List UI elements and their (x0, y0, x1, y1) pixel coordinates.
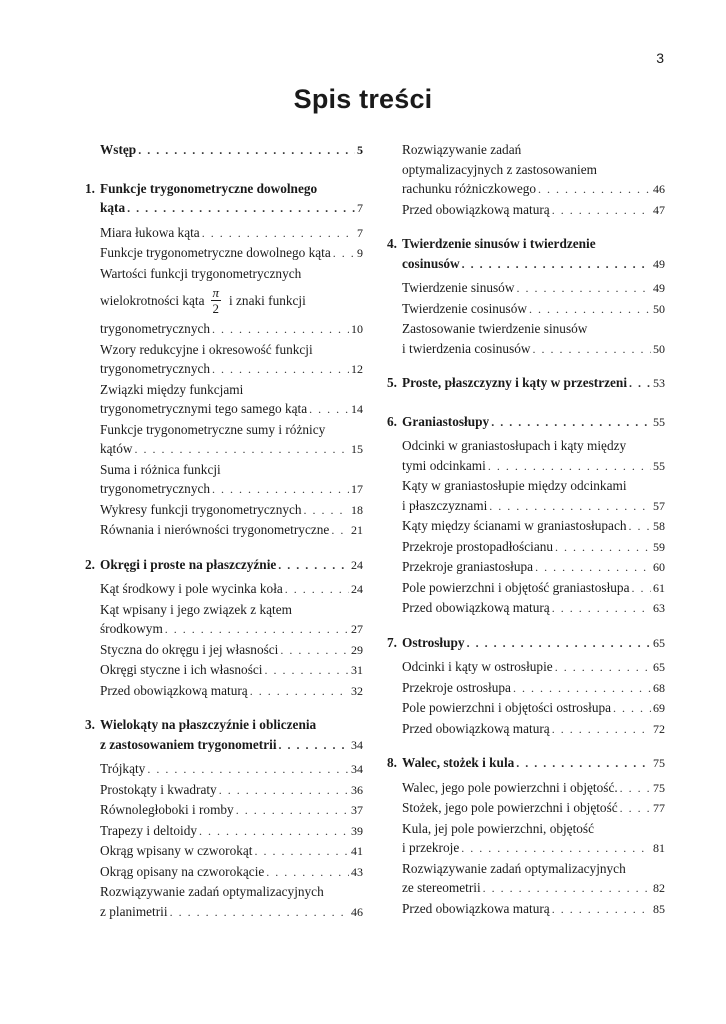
toc-page-number: 50 (653, 341, 665, 356)
chapter-title-line (387, 373, 665, 393)
leader-dots (212, 480, 349, 500)
toc-section[interactable] (85, 600, 363, 639)
leader-dots (212, 360, 349, 380)
leader-dots (236, 801, 349, 821)
section-title: Przed obowiązkową maturą (402, 201, 550, 217)
toc-page-number: 18 (351, 502, 363, 517)
toc-section[interactable] (387, 557, 665, 577)
section-title: trygonometrycznych (100, 321, 211, 336)
pi-over-2-fraction (211, 286, 222, 316)
leader-dots (516, 279, 651, 299)
leader-dots (552, 900, 651, 920)
section-title: Kąty w graniastosłupie między odcinkami (402, 478, 627, 493)
toc-page-number: 7 (357, 201, 363, 215)
toc-section[interactable] (387, 578, 665, 598)
chapter-title: Walec, stożek i kula (402, 755, 515, 770)
leader-dots (529, 300, 651, 320)
toc-chapter-2[interactable] (85, 555, 363, 575)
leader-dots (555, 658, 651, 678)
leader-dots (462, 255, 651, 275)
toc-section[interactable] (387, 476, 665, 515)
toc-page-number: 63 (653, 601, 665, 615)
leader-dots (555, 538, 651, 558)
toc-page-number: 29 (351, 642, 363, 657)
leader-dots (613, 699, 651, 719)
toc-page-number: 36 (351, 782, 363, 797)
leader-dots (629, 517, 651, 537)
toc-section[interactable] (85, 579, 363, 599)
chapter-title-line (387, 633, 665, 653)
toc-section[interactable] (85, 520, 363, 540)
chapter-title: z zastosowaniem trygonometrii (100, 736, 277, 752)
toc-section[interactable] (387, 516, 665, 536)
toc-page-number: 15 (351, 442, 363, 456)
section-title: Pole powierzchni i objętości ostrosłupa (402, 700, 612, 715)
section-title: Zastosowanie twierdzenie sinusów (402, 321, 588, 336)
toc-section[interactable] (85, 420, 363, 459)
page-title: Spis treści (293, 84, 433, 114)
section-title: Twierdzenie sinusów (402, 280, 515, 295)
toc-page-number: 77 (653, 801, 665, 815)
leader-dots (285, 580, 349, 600)
chapter-title: Wielokąty na płaszczyźnie i obliczenia (100, 717, 317, 732)
leader-dots (309, 400, 349, 420)
leader-dots (250, 682, 349, 702)
section-title: Kąt środkowy i pole wycinka koła (100, 581, 283, 596)
toc-section[interactable] (85, 780, 363, 800)
toc-page-number: 9 (357, 246, 363, 260)
section-title: Trójkąty (100, 761, 146, 776)
section-title: trygonometrycznych (100, 361, 211, 376)
toc-page-number: 58 (653, 519, 665, 533)
toc-page-number: 65 (653, 660, 665, 674)
toc-page-number: 7 (357, 225, 363, 240)
section-title: Przed obowiązkową maturą (402, 600, 550, 615)
toc-page-number: 34 (351, 737, 363, 752)
toc-page-number: 82 (653, 881, 665, 895)
leader-dots (513, 679, 651, 699)
section-title: Przed obowiązkową maturą (100, 682, 248, 698)
section-title: Równania i nierówności trygonometryczne (100, 522, 330, 537)
toc-page-number: 32 (351, 683, 363, 698)
section-title: Funkcje trygonometryczne sumy i różnicy (100, 421, 326, 437)
section-title: Kąty między ścianami w graniastosłupach (402, 518, 627, 533)
leader-dots (278, 556, 349, 576)
section-title: Przed obowiązkową maturą (402, 720, 550, 736)
toc-page-number: 53 (653, 376, 665, 390)
toc-section[interactable] (387, 859, 665, 898)
chapter-title: cosinusów (402, 255, 460, 271)
page-number: 3 (656, 50, 664, 66)
chapter-title: kąta (100, 200, 126, 215)
chapter-number: 1. (85, 180, 95, 196)
section-title: Przed obowiązkowa maturą (402, 900, 550, 916)
section-title: i znaki funkcji (229, 293, 306, 308)
section-title: i przekroje (402, 840, 460, 855)
toc-page-number: 34 (351, 762, 363, 776)
toc-section[interactable] (85, 243, 363, 263)
section-title: tymi odcinkami (402, 457, 486, 473)
leader-dots (552, 599, 651, 619)
toc-section[interactable] (387, 436, 665, 475)
toc-page-number: 24 (351, 582, 363, 596)
toc-section[interactable] (85, 882, 363, 921)
leader-dots (199, 822, 349, 842)
toc-page-number: 43 (351, 864, 363, 879)
chapter-number: 2. (85, 556, 95, 572)
section-title: Kula, jej pole powierzchni, objętość (402, 820, 595, 836)
toc-section[interactable] (387, 719, 665, 739)
section-title: Związki między funkcjami (100, 381, 244, 397)
toc-page-number: 12 (351, 362, 363, 376)
chapter-number: 8. (387, 755, 397, 770)
chapter-number: 6. (387, 413, 397, 429)
toc-section[interactable] (387, 778, 665, 798)
section-title: Stożek, jego pole powierzchni i objętość (402, 800, 618, 815)
section-title: Przekroje ostrosłupa (402, 679, 511, 695)
section-title: Wartości funkcji trygonometrycznych (100, 265, 302, 281)
toc-page-number: 10 (351, 322, 363, 336)
leader-dots (202, 224, 355, 244)
section-title: wielokrotności kąta (100, 293, 205, 308)
leader-dots (170, 903, 349, 923)
leader-dots (489, 497, 651, 517)
toc-section[interactable] (387, 657, 665, 677)
leader-dots (629, 374, 651, 394)
leader-dots (516, 754, 651, 774)
toc-page-number: 46 (653, 182, 665, 196)
section-title: środkowym (100, 621, 163, 636)
toc-section[interactable] (85, 340, 363, 379)
leader-dots (127, 199, 355, 219)
toc-section[interactable] (85, 264, 363, 339)
leader-dots (264, 661, 349, 681)
toc-page-number: 41 (351, 844, 363, 858)
toc-page-number: 17 (351, 482, 363, 496)
toc-chapter-4[interactable] (387, 234, 665, 273)
section-title: trygonometrycznych (100, 481, 211, 496)
toc-column-left (85, 140, 363, 922)
section-title: z planimetrii (100, 903, 168, 919)
toc-page-number: 39 (351, 823, 363, 838)
section-title: ze stereometrii (402, 880, 481, 895)
section-title: Przekroje prostopadłościanu (402, 538, 554, 554)
toc-page-number: 60 (653, 560, 665, 574)
section-title: optymalizacyjnych z zastosowaniem (402, 161, 597, 177)
leader-dots (483, 879, 651, 899)
toc-section[interactable] (387, 678, 665, 698)
toc-page-number: 49 (653, 281, 665, 295)
toc-page-number: 57 (653, 498, 665, 513)
section-title: i twierdzenia cosinusów (402, 340, 531, 356)
leader-dots (266, 863, 349, 883)
toc-section[interactable] (387, 698, 665, 718)
toc-page-number: 85 (653, 901, 665, 916)
chapter-title-line (387, 753, 665, 773)
section-title: Trapezy i deltoidy (100, 822, 198, 838)
toc-section[interactable] (85, 800, 363, 820)
section-title: Styczna do okręgu i jej własności (100, 641, 279, 657)
section-title: Rozwiązywanie zadań (402, 142, 522, 157)
chapter-title-line (85, 555, 363, 575)
chapter-title: Okręgi i proste na płaszczyźnie (100, 556, 277, 572)
toc-section[interactable] (85, 841, 363, 861)
toc-section[interactable] (387, 200, 665, 220)
section-title: rachunku różniczkowego (402, 181, 537, 196)
chapter-title: Proste, płaszczyzny i kąty w przestrzeni (402, 375, 628, 390)
toc-section[interactable] (387, 278, 665, 298)
toc-section[interactable] (387, 798, 665, 818)
leader-dots (135, 440, 350, 460)
chapter-number: 5. (387, 375, 397, 390)
toc-page-number: 47 (653, 202, 665, 217)
toc-entry (85, 140, 363, 160)
toc-section[interactable] (85, 380, 363, 419)
toc-page-number: 49 (653, 256, 665, 271)
chapter-title-line (387, 234, 665, 254)
toc-page-number: 59 (653, 539, 665, 554)
leader-dots (212, 320, 349, 340)
chapter-title: Funkcje trygonometryczne dowolnego (100, 180, 318, 196)
toc-chapter-6[interactable] (387, 412, 665, 432)
toc-section[interactable] (85, 460, 363, 499)
toc-section[interactable] (85, 862, 363, 882)
toc-page-number: 72 (653, 721, 665, 736)
toc-section[interactable] (85, 681, 363, 701)
toc-page-number: 68 (653, 680, 665, 695)
toc-section[interactable] (85, 223, 363, 243)
fraction-denominator: 2 (212, 301, 219, 316)
chapter-title: Twierdzenie sinusów i twierdzenie (402, 236, 596, 251)
chapter-title-line (85, 715, 363, 735)
toc-page-number: 81 (653, 841, 665, 855)
leader-dots (488, 457, 651, 477)
section-title: i płaszczyznami (402, 497, 488, 513)
toc-page-number: 21 (351, 523, 363, 537)
chapter-title-line (387, 412, 665, 432)
toc-section[interactable] (387, 598, 665, 618)
toc-page-number: 75 (653, 756, 665, 770)
toc-page-number: 46 (351, 904, 363, 919)
leader-dots (552, 201, 651, 221)
leader-dots (631, 579, 651, 599)
toc-page-number: 37 (351, 803, 363, 817)
leader-dots (538, 180, 651, 200)
leader-dots (535, 558, 651, 578)
section-title: Odcinki w graniastosłupach i kąty między (402, 438, 627, 453)
toc-page-number: 27 (351, 622, 363, 636)
section-title: Suma i różnica funkcji (100, 461, 221, 477)
toc-page-number: 55 (653, 414, 665, 429)
section-title: trygonometrycznymi tego samego kąta (100, 401, 308, 416)
section-title: Okręgi styczne i ich własności (100, 662, 263, 677)
leader-dots (147, 760, 349, 780)
section-title: Pole powierzchni i objętość graniastosłupa (402, 579, 630, 595)
section-title: Wzory redukcyjne i okresowość funkcji (100, 341, 313, 357)
leader-dots (280, 641, 349, 661)
chapter-number: 7. (387, 634, 397, 650)
toc-section[interactable] (85, 759, 363, 779)
toc-section[interactable] (387, 899, 665, 919)
section-title: Okrąg opisany na czworokącie (100, 863, 265, 879)
section-title: Rozwiązywanie zadań optymalizacyjnych (100, 884, 324, 899)
section-title: Równoległoboki i romby (100, 802, 234, 817)
leader-dots (255, 842, 350, 862)
section-title: Rozwiązywanie zadań optymalizacyjnych (402, 860, 626, 876)
section-title: Prostokąty i kwadraty (100, 781, 217, 797)
toc-section[interactable] (85, 640, 363, 660)
section-title: Przekroje graniastosłupa (402, 559, 534, 574)
chapter-title-line (387, 254, 665, 274)
chapter-title-line (85, 735, 363, 755)
leader-dots (533, 340, 651, 360)
toc-page-number: 61 (653, 580, 665, 595)
leader-dots (620, 779, 651, 799)
chapter-number: 3. (85, 717, 95, 732)
toc-entry-title: Wstęp (100, 142, 137, 157)
leader-dots (467, 634, 651, 654)
section-title: Twierdzenie cosinusów (402, 300, 527, 316)
leader-dots (620, 799, 651, 819)
toc-page-number: 14 (351, 402, 363, 416)
toc-page-number: 65 (653, 635, 665, 650)
leader-dots (461, 839, 651, 859)
toc-page-number: 55 (653, 458, 665, 473)
leader-dots (138, 141, 355, 161)
section-title: Funkcje trygonometryczne dowolnego kąta (100, 245, 331, 260)
toc-section[interactable] (387, 299, 665, 319)
toc-page-number: 75 (653, 780, 665, 795)
toc-section[interactable] (85, 660, 363, 680)
toc-section[interactable] (387, 319, 665, 358)
section-title: Kąt wpisany i jego związek z kątem (100, 601, 292, 617)
leader-dots (219, 781, 349, 801)
section-title-line (85, 283, 363, 319)
section-title: Wykresy funkcji trygonometrycznych (100, 501, 302, 517)
chapter-title: Graniastosłupy (402, 413, 490, 429)
section-title: Odcinki i kąty w ostrosłupie (402, 659, 553, 674)
chapter-title-line (85, 179, 363, 199)
toc-intro[interactable] (85, 140, 363, 160)
toc-chapter-7[interactable] (387, 633, 665, 653)
toc-page-number: 5 (357, 143, 363, 157)
toc-chapter-1[interactable] (85, 179, 363, 218)
section-title: kątów (100, 441, 133, 456)
toc-section[interactable] (387, 537, 665, 557)
toc-page-number: 24 (351, 557, 363, 572)
leader-dots (552, 720, 651, 740)
chapter-title: Ostrosłupy (402, 634, 465, 650)
leader-dots (165, 620, 349, 640)
leader-dots (279, 736, 349, 756)
section-title: Walec, jego pole powierzchni i objętość. (402, 779, 618, 795)
toc-chapter-8[interactable] (387, 753, 665, 773)
toc-section[interactable] (85, 821, 363, 841)
toc-page-number: 50 (653, 301, 665, 316)
toc-section[interactable] (387, 140, 665, 199)
toc-page-number: 69 (653, 701, 665, 715)
section-title: Miara łukowa kąta (100, 224, 200, 240)
toc-chapter-3[interactable] (85, 715, 363, 754)
toc-section[interactable] (85, 500, 363, 520)
toc-chapter-5[interactable] (387, 373, 665, 393)
toc-page-number: 31 (351, 663, 363, 677)
chapter-number: 4. (387, 236, 397, 251)
leader-dots (333, 244, 355, 264)
leader-dots (491, 413, 651, 433)
leader-dots (331, 521, 349, 541)
toc-section[interactable] (387, 819, 665, 858)
fraction-numerator: π (212, 285, 220, 300)
leader-dots (304, 501, 349, 521)
chapter-title-line (85, 198, 363, 218)
section-title: Okrąg wpisany w czworokąt (100, 843, 253, 858)
toc-column-right (387, 140, 665, 919)
